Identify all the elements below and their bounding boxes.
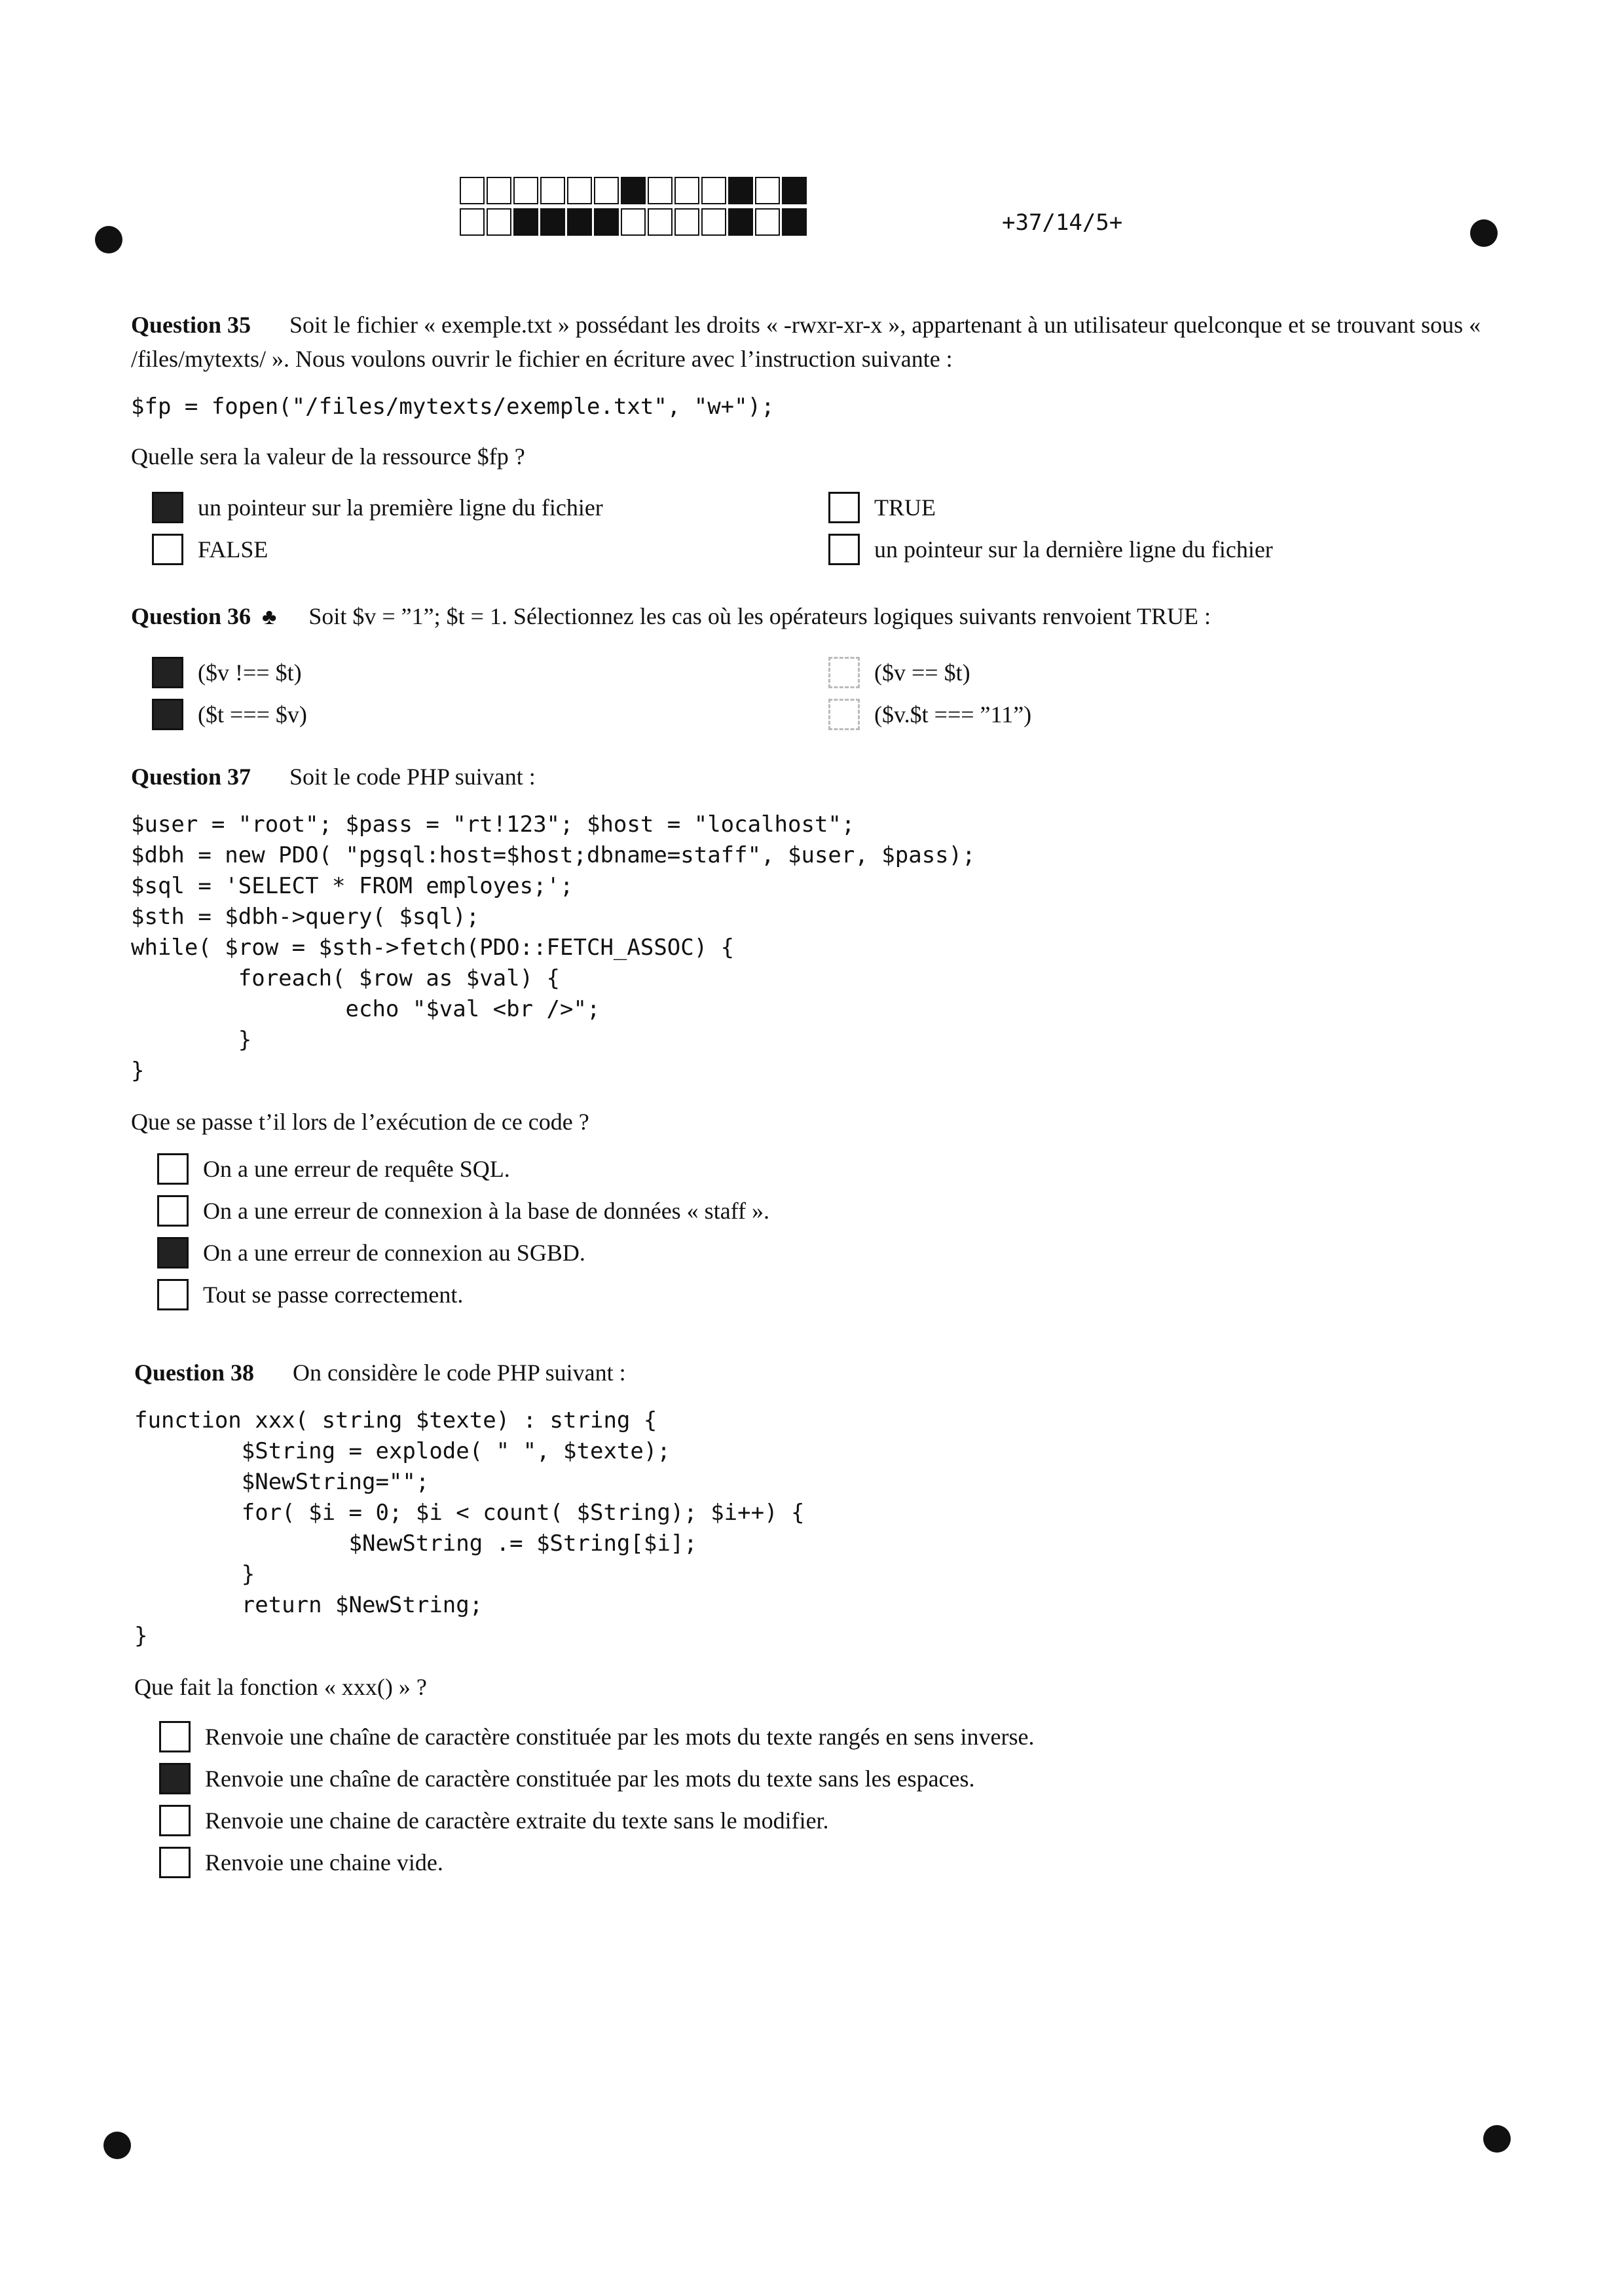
barcode-cell-empty xyxy=(648,208,673,236)
barcode-cell-filled xyxy=(567,208,592,236)
option-label: ($v !== $t) xyxy=(198,659,302,686)
question-label: Question 37 xyxy=(131,764,251,790)
barcode-cell-empty xyxy=(621,208,646,236)
barcode-cell-empty xyxy=(594,177,619,204)
option-label: ($t === $v) xyxy=(198,701,307,728)
code-block: function xxx( string $texte) : string { $String = explode( " ", $texte); $NewString=""; for( $i = 0; $i < count( $String); $i++) { $NewString .= $String[$i]; } return $NewString; } xyxy=(134,1407,805,1649)
checkbox-checked[interactable] xyxy=(152,492,183,523)
barcode-cell-empty xyxy=(487,208,511,236)
barcode-cell-empty xyxy=(567,177,592,204)
question-text: On considère le code PHP suivant : xyxy=(293,1360,626,1386)
checkbox-checked[interactable] xyxy=(157,1237,189,1268)
checkbox[interactable] xyxy=(159,1805,191,1836)
option-label: Renvoie une chaîne de caractère constituée par les mots du texte rangés en sens inverse. xyxy=(205,1724,1035,1750)
question-label: Question 38 xyxy=(134,1360,255,1386)
option-label: TRUE xyxy=(874,494,936,521)
answer-option[interactable] xyxy=(828,652,1031,694)
barcode-cell-empty xyxy=(487,177,511,204)
answer-option[interactable] xyxy=(828,694,1031,735)
option-label: ($v == $t) xyxy=(874,659,970,686)
answer-option[interactable] xyxy=(159,1842,1496,1883)
question-38 xyxy=(134,1356,1496,1883)
barcode-row xyxy=(460,208,809,236)
answer-option[interactable] xyxy=(159,1758,1496,1800)
option-label: un pointeur sur la première ligne du fichier xyxy=(198,494,603,521)
barcode-cell-filled xyxy=(540,208,565,236)
registration-dot-top-right xyxy=(1470,219,1498,247)
option-label: un pointeur sur la dernière ligne du fichier xyxy=(874,536,1273,563)
question-prompt: Que se passe t’il lors de l’exécution de ce code ? xyxy=(131,1109,589,1135)
code-snippet: $fp = fopen("/files/mytexts/exemple.txt", "w+"); xyxy=(131,394,775,420)
question-prompt: Que fait la fonction « xxx() » ? xyxy=(134,1674,427,1700)
barcode-cell-filled xyxy=(594,208,619,236)
answer-option[interactable] xyxy=(157,1190,1493,1232)
barcode-cell-empty xyxy=(460,208,485,236)
barcode-cell-filled xyxy=(728,208,753,236)
answer-options xyxy=(131,652,1493,743)
question-header xyxy=(131,308,1493,376)
checkbox[interactable] xyxy=(152,534,183,565)
barcode-cell-empty xyxy=(674,208,699,236)
registration-dot-top-left xyxy=(95,226,122,253)
barcode-cell-filled xyxy=(621,177,646,204)
checkbox-erased[interactable] xyxy=(828,699,860,730)
registration-dot-bottom-right xyxy=(1483,2125,1511,2153)
barcode-cell-empty xyxy=(540,177,565,204)
multiple-answer-club-icon: ♣ xyxy=(262,605,277,629)
barcode-cell-empty xyxy=(755,177,780,204)
option-label: On a une erreur de connexion au SGBD. xyxy=(203,1240,585,1266)
answer-option[interactable] xyxy=(152,694,307,735)
answer-option[interactable] xyxy=(152,528,603,570)
answer-option[interactable] xyxy=(157,1274,1493,1316)
option-label: ($v.$t === ”11”) xyxy=(874,701,1032,728)
option-label: Renvoie une chaîne de caractère constituée par les mots du texte sans les espaces. xyxy=(205,1766,975,1792)
checkbox[interactable] xyxy=(159,1721,191,1752)
question-prompt: Quelle sera la valeur de la ressource $fp ? xyxy=(131,443,525,470)
barcode-cell-empty xyxy=(674,177,699,204)
registration-dot-bottom-left xyxy=(103,2132,131,2159)
question-text: Soit $v = ”1”; $t = 1. Sélectionnez les cas où les opérateurs logiques suivants renvoient TRUE : xyxy=(308,603,1211,629)
barcode-cell-filled xyxy=(728,177,753,204)
option-label: On a une erreur de requête SQL. xyxy=(203,1156,510,1182)
option-label: Tout se passe correctement. xyxy=(203,1282,464,1308)
barcode-cell-empty xyxy=(701,208,726,236)
barcode-cell-filled xyxy=(782,177,807,204)
question-header xyxy=(134,1356,1496,1390)
header-barcode xyxy=(460,177,809,240)
barcode-cell-empty xyxy=(755,208,780,236)
option-label: Renvoie une chaine de caractère extraite du texte sans le modifier. xyxy=(205,1807,829,1834)
option-label: Renvoie une chaine vide. xyxy=(205,1849,443,1876)
answer-options xyxy=(131,1148,1493,1316)
barcode-cell-filled xyxy=(513,208,538,236)
answer-option[interactable] xyxy=(157,1232,1493,1274)
checkbox-checked[interactable] xyxy=(152,657,183,688)
answer-option[interactable] xyxy=(159,1800,1496,1842)
option-label: FALSE xyxy=(198,536,268,563)
answer-option[interactable] xyxy=(828,487,1273,528)
answer-option[interactable] xyxy=(157,1148,1493,1190)
answer-options xyxy=(131,487,1493,578)
answer-option[interactable] xyxy=(152,652,307,694)
question-text: Soit le fichier « exemple.txt » possédant les droits « -rwxr-xr-x », appartenant à un utilisateur quelconque et se trouvant sous « /files/mytexts/ ». Nous voulons ouvrir le fichier en écriture avec l’instruction suivante : xyxy=(131,312,1481,372)
page-code: +37/14/5+ xyxy=(1002,210,1123,236)
question-35 xyxy=(131,308,1493,578)
answer-option[interactable] xyxy=(159,1716,1496,1758)
checkbox-checked[interactable] xyxy=(159,1763,191,1794)
checkbox[interactable] xyxy=(159,1847,191,1878)
checkbox[interactable] xyxy=(828,534,860,565)
question-header xyxy=(131,599,1493,635)
code-block: $user = "root"; $pass = "rt!123"; $host = "localhost"; $dbh = new PDO( "pgsql:host=$host;dbname=staff", $user, $pass); $sql = 'SELECT * FROM employes;'; $sth = $dbh->query( $sql); while( $row = $sth->fetch(PDO::FETCH_ASSOC) { foreach( $row as $val) { echo "$val <br />"; } } xyxy=(131,811,976,1084)
option-label: On a une erreur de connexion à la base de données « staff ». xyxy=(203,1198,770,1224)
checkbox[interactable] xyxy=(828,492,860,523)
checkbox-erased[interactable] xyxy=(828,657,860,688)
barcode-cell-empty xyxy=(701,177,726,204)
answer-option[interactable] xyxy=(828,528,1273,570)
answer-options xyxy=(134,1716,1496,1883)
barcode-cell-empty xyxy=(648,177,673,204)
question-header xyxy=(131,760,1493,794)
answer-option[interactable] xyxy=(152,487,603,528)
question-37 xyxy=(131,760,1493,1316)
barcode-cell-empty xyxy=(513,177,538,204)
barcode-row xyxy=(460,177,809,204)
checkbox-checked[interactable] xyxy=(152,699,183,730)
question-36 xyxy=(131,599,1493,743)
question-label: Question 36 xyxy=(131,603,251,629)
barcode-cell-empty xyxy=(460,177,485,204)
question-label: Question 35 xyxy=(131,312,251,338)
checkbox[interactable] xyxy=(157,1153,189,1185)
checkbox[interactable] xyxy=(157,1195,189,1227)
checkbox[interactable] xyxy=(157,1279,189,1310)
question-text: Soit le code PHP suivant : xyxy=(289,764,536,790)
barcode-cell-filled xyxy=(782,208,807,236)
